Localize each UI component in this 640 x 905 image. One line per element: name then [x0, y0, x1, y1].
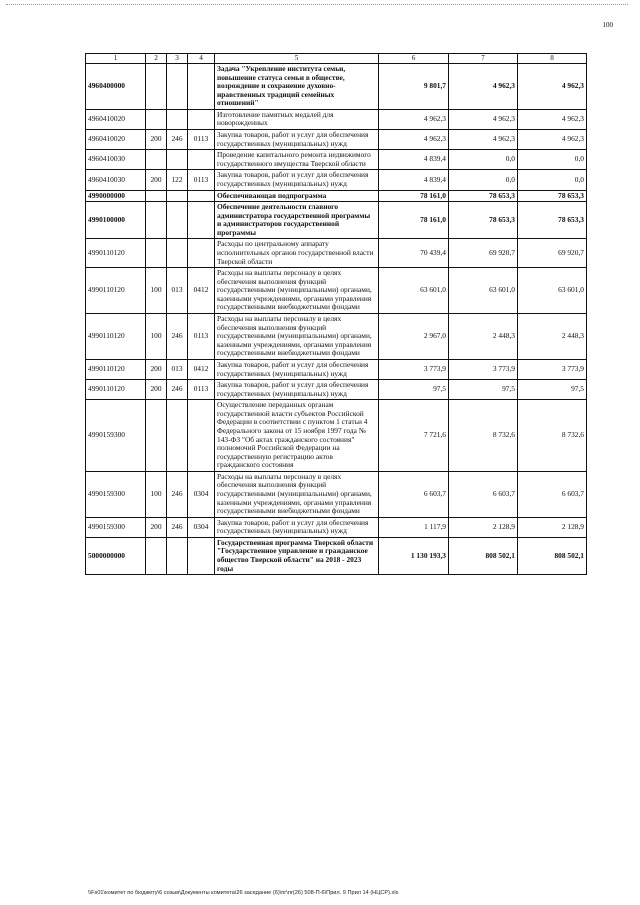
amount-col7-cell: 97,5 [449, 380, 518, 400]
description-cell: Обеспечивающая подпрограмма [215, 190, 379, 202]
amount-col6-cell: 70 439,4 [379, 239, 449, 268]
expense-type-cell: 100 [146, 314, 167, 360]
budget-code-cell: 4960410020 [86, 109, 146, 129]
department-cell [167, 537, 188, 574]
expense-type-cell: 200 [146, 130, 167, 150]
department-cell [167, 150, 188, 170]
department-cell: 013 [167, 359, 188, 379]
expense-type-cell: 100 [146, 268, 167, 314]
amount-col6-cell: 9 801,7 [379, 64, 449, 110]
table-row [86, 109, 587, 129]
section-cell: 0304 [188, 517, 215, 537]
table-row [86, 314, 587, 360]
expense-type-cell: 200 [146, 380, 167, 400]
amount-col8-cell: 808 502,1 [518, 537, 587, 574]
department-cell [167, 190, 188, 202]
section-cell: 0304 [188, 471, 215, 517]
amount-col6-cell: 97,5 [379, 380, 449, 400]
budget-code-cell: 4960400000 [86, 64, 146, 110]
section-cell [188, 109, 215, 129]
amount-col6-cell: 1 130 193,3 [379, 537, 449, 574]
column-number: 7 [449, 54, 518, 64]
description-cell: Проведение капитального ремонта недвижимого государственного имущества Тверской области [215, 150, 379, 170]
amount-col7-cell: 8 732,6 [449, 400, 518, 472]
amount-col8-cell: 3 773,9 [518, 359, 587, 379]
column-number-row [86, 54, 587, 64]
budget-code-cell: 4990000000 [86, 190, 146, 202]
amount-col8-cell: 78 653,3 [518, 202, 587, 239]
amount-col7-cell: 2 128,9 [449, 517, 518, 537]
description-cell: Изготовление памятных медалей для новорожденных [215, 109, 379, 129]
amount-col7-cell: 4 962,3 [449, 130, 518, 150]
amount-col7-cell: 4 962,3 [449, 109, 518, 129]
amount-col8-cell: 0,0 [518, 150, 587, 170]
expense-type-cell [146, 537, 167, 574]
description-cell: Осуществление переданных органам государственной власти субъектов Российской Федерации в соответствии с пунктом 1 статьи 4 Федерального закона от 15 ноября 1997 года № 143-ФЗ "Об актах гражданского состояния" полномочий Российской Федерации на государственную регистрацию актов гражданского состояния [215, 400, 379, 472]
description-cell: Задача "Укрепление института семьи, повышение статуса семьи в обществе, возрождение и сохранение духовно-нравственных традиций семейных отношений" [215, 64, 379, 110]
description-cell: Закупка товаров, работ и услуг для обеспечения государственных (муниципальных) нужд [215, 380, 379, 400]
department-cell [167, 109, 188, 129]
description-cell: Расходы по центральному аппарату исполнительных органов государственной власти Тверской области [215, 239, 379, 268]
amount-col8-cell: 6 603,7 [518, 471, 587, 517]
expense-type-cell: 200 [146, 517, 167, 537]
expense-type-cell: 200 [146, 359, 167, 379]
budget-code-cell: 4960410030 [86, 150, 146, 170]
column-number: 5 [215, 54, 379, 64]
amount-col7-cell: 0,0 [449, 150, 518, 170]
section-cell: 0113 [188, 380, 215, 400]
section-cell [188, 202, 215, 239]
section-cell [188, 64, 215, 110]
budget-code-cell: 4990110120 [86, 239, 146, 268]
amount-col8-cell: 2 448,3 [518, 314, 587, 360]
department-cell [167, 64, 188, 110]
description-cell: Государственная программа Тверской области "Государственное управление и гражданское общество Тверской области" на 2018 - 2023 годы [215, 537, 379, 574]
department-cell: 246 [167, 380, 188, 400]
table-row [86, 239, 587, 268]
amount-col7-cell: 3 773,9 [449, 359, 518, 379]
amount-col7-cell: 2 448,3 [449, 314, 518, 360]
description-cell: Обеспечение деятельности главного администратора государственной программы и администраторов государственной программы [215, 202, 379, 239]
department-cell [167, 202, 188, 239]
budget-code-cell: 4960410030 [86, 170, 146, 190]
file-path-footer: \\Fs01\комитет по бюджету\6 созыв\Документы комитета\26 заседание (6)\пг\пг(26) 508-П-6\Прил. 9 Прил 14 (НЦСР).xls [88, 890, 399, 896]
amount-col7-cell: 63 601,0 [449, 268, 518, 314]
column-number: 4 [188, 54, 215, 64]
department-cell: 246 [167, 517, 188, 537]
amount-col7-cell: 69 920,7 [449, 239, 518, 268]
amount-col8-cell: 63 601,0 [518, 268, 587, 314]
amount-col6-cell: 7 721,6 [379, 400, 449, 472]
department-cell: 246 [167, 130, 188, 150]
amount-col8-cell: 0,0 [518, 170, 587, 190]
column-number: 8 [518, 54, 587, 64]
table-row [86, 268, 587, 314]
description-cell: Закупка товаров, работ и услуг для обеспечения государственных (муниципальных) нужд [215, 170, 379, 190]
section-cell [188, 190, 215, 202]
budget-code-cell: 4990159300 [86, 517, 146, 537]
department-cell: 013 [167, 268, 188, 314]
amount-col7-cell: 78 653,3 [449, 190, 518, 202]
section-cell: 0412 [188, 359, 215, 379]
column-number: 3 [167, 54, 188, 64]
budget-code-cell: 4960410020 [86, 130, 146, 150]
description-cell: Расходы на выплаты персоналу в целях обеспечения выполнения функций государственными (муниципальными) органами, казенными учреждениями, органами управления государственными внебюджетными фондами [215, 314, 379, 360]
table-row [86, 400, 587, 472]
section-cell [188, 239, 215, 268]
table-row [86, 359, 587, 379]
budget-code-cell: 4990110120 [86, 268, 146, 314]
column-number: 2 [146, 54, 167, 64]
amount-col8-cell: 69 920,7 [518, 239, 587, 268]
department-cell: 246 [167, 471, 188, 517]
description-cell: Расходы на выплаты персоналу в целях обеспечения выполнения функций государственными (муниципальными) органами, казенными учреждениями, органами управления государственными внебюджетными фондами [215, 471, 379, 517]
table-row [86, 202, 587, 239]
expense-type-cell [146, 150, 167, 170]
department-cell: 246 [167, 314, 188, 360]
expense-type-cell [146, 400, 167, 472]
expense-type-cell: 100 [146, 471, 167, 517]
amount-col7-cell: 808 502,1 [449, 537, 518, 574]
expense-type-cell [146, 190, 167, 202]
section-cell: 0113 [188, 314, 215, 360]
amount-col7-cell: 6 603,7 [449, 471, 518, 517]
expense-type-cell: 200 [146, 170, 167, 190]
amount-col8-cell: 2 128,9 [518, 517, 587, 537]
budget-code-cell: 4990159300 [86, 471, 146, 517]
amount-col6-cell: 4 962,3 [379, 130, 449, 150]
budget-table [85, 53, 587, 575]
table-row [86, 170, 587, 190]
page-number: 100 [602, 21, 613, 29]
table-row [86, 64, 587, 110]
budget-code-cell: 5000000000 [86, 537, 146, 574]
expense-type-cell [146, 202, 167, 239]
amount-col6-cell: 78 161,0 [379, 202, 449, 239]
amount-col6-cell: 4 962,3 [379, 109, 449, 129]
amount-col8-cell: 78 653,3 [518, 190, 587, 202]
section-cell [188, 400, 215, 472]
table-row [86, 190, 587, 202]
amount-col7-cell: 4 962,3 [449, 64, 518, 110]
amount-col6-cell: 4 839,4 [379, 150, 449, 170]
amount-col8-cell: 4 962,3 [518, 64, 587, 110]
amount-col7-cell: 0,0 [449, 170, 518, 190]
table-body [86, 54, 587, 575]
amount-col8-cell: 8 732,6 [518, 400, 587, 472]
department-cell [167, 239, 188, 268]
description-cell: Расходы на выплаты персоналу в целях обеспечения выполнения функций государственными (муниципальными) органами, казенными учреждениями, органами управления государственными внебюджетными фондами [215, 268, 379, 314]
expense-type-cell [146, 64, 167, 110]
budget-code-cell: 4990110120 [86, 359, 146, 379]
amount-col8-cell: 4 962,3 [518, 109, 587, 129]
table-row [86, 150, 587, 170]
table-row [86, 380, 587, 400]
table-row [86, 537, 587, 574]
amount-col6-cell: 2 967,0 [379, 314, 449, 360]
amount-col8-cell: 97,5 [518, 380, 587, 400]
amount-col8-cell: 4 962,3 [518, 130, 587, 150]
table-row [86, 130, 587, 150]
description-cell: Закупка товаров, работ и услуг для обеспечения государственных (муниципальных) нужд [215, 517, 379, 537]
amount-col6-cell: 4 839,4 [379, 170, 449, 190]
amount-col6-cell: 3 773,9 [379, 359, 449, 379]
top-dotted-line [6, 4, 628, 5]
amount-col6-cell: 78 161,0 [379, 190, 449, 202]
section-cell [188, 150, 215, 170]
department-cell [167, 400, 188, 472]
description-cell: Закупка товаров, работ и услуг для обеспечения государственных (муниципальных) нужд [215, 359, 379, 379]
budget-code-cell: 4990159300 [86, 400, 146, 472]
amount-col6-cell: 6 603,7 [379, 471, 449, 517]
department-cell: 122 [167, 170, 188, 190]
budget-code-cell: 4990110120 [86, 314, 146, 360]
amount-col6-cell: 1 117,9 [379, 517, 449, 537]
amount-col7-cell: 78 653,3 [449, 202, 518, 239]
budget-code-cell: 4990110120 [86, 380, 146, 400]
budget-code-cell: 4990100000 [86, 202, 146, 239]
section-cell: 0113 [188, 170, 215, 190]
column-number: 6 [379, 54, 449, 64]
column-number: 1 [86, 54, 146, 64]
section-cell: 0113 [188, 130, 215, 150]
expense-type-cell [146, 239, 167, 268]
section-cell [188, 537, 215, 574]
section-cell: 0412 [188, 268, 215, 314]
table-row [86, 517, 587, 537]
expense-type-cell [146, 109, 167, 129]
description-cell: Закупка товаров, работ и услуг для обеспечения государственных (муниципальных) нужд [215, 130, 379, 150]
table-row [86, 471, 587, 517]
amount-col6-cell: 63 601,0 [379, 268, 449, 314]
